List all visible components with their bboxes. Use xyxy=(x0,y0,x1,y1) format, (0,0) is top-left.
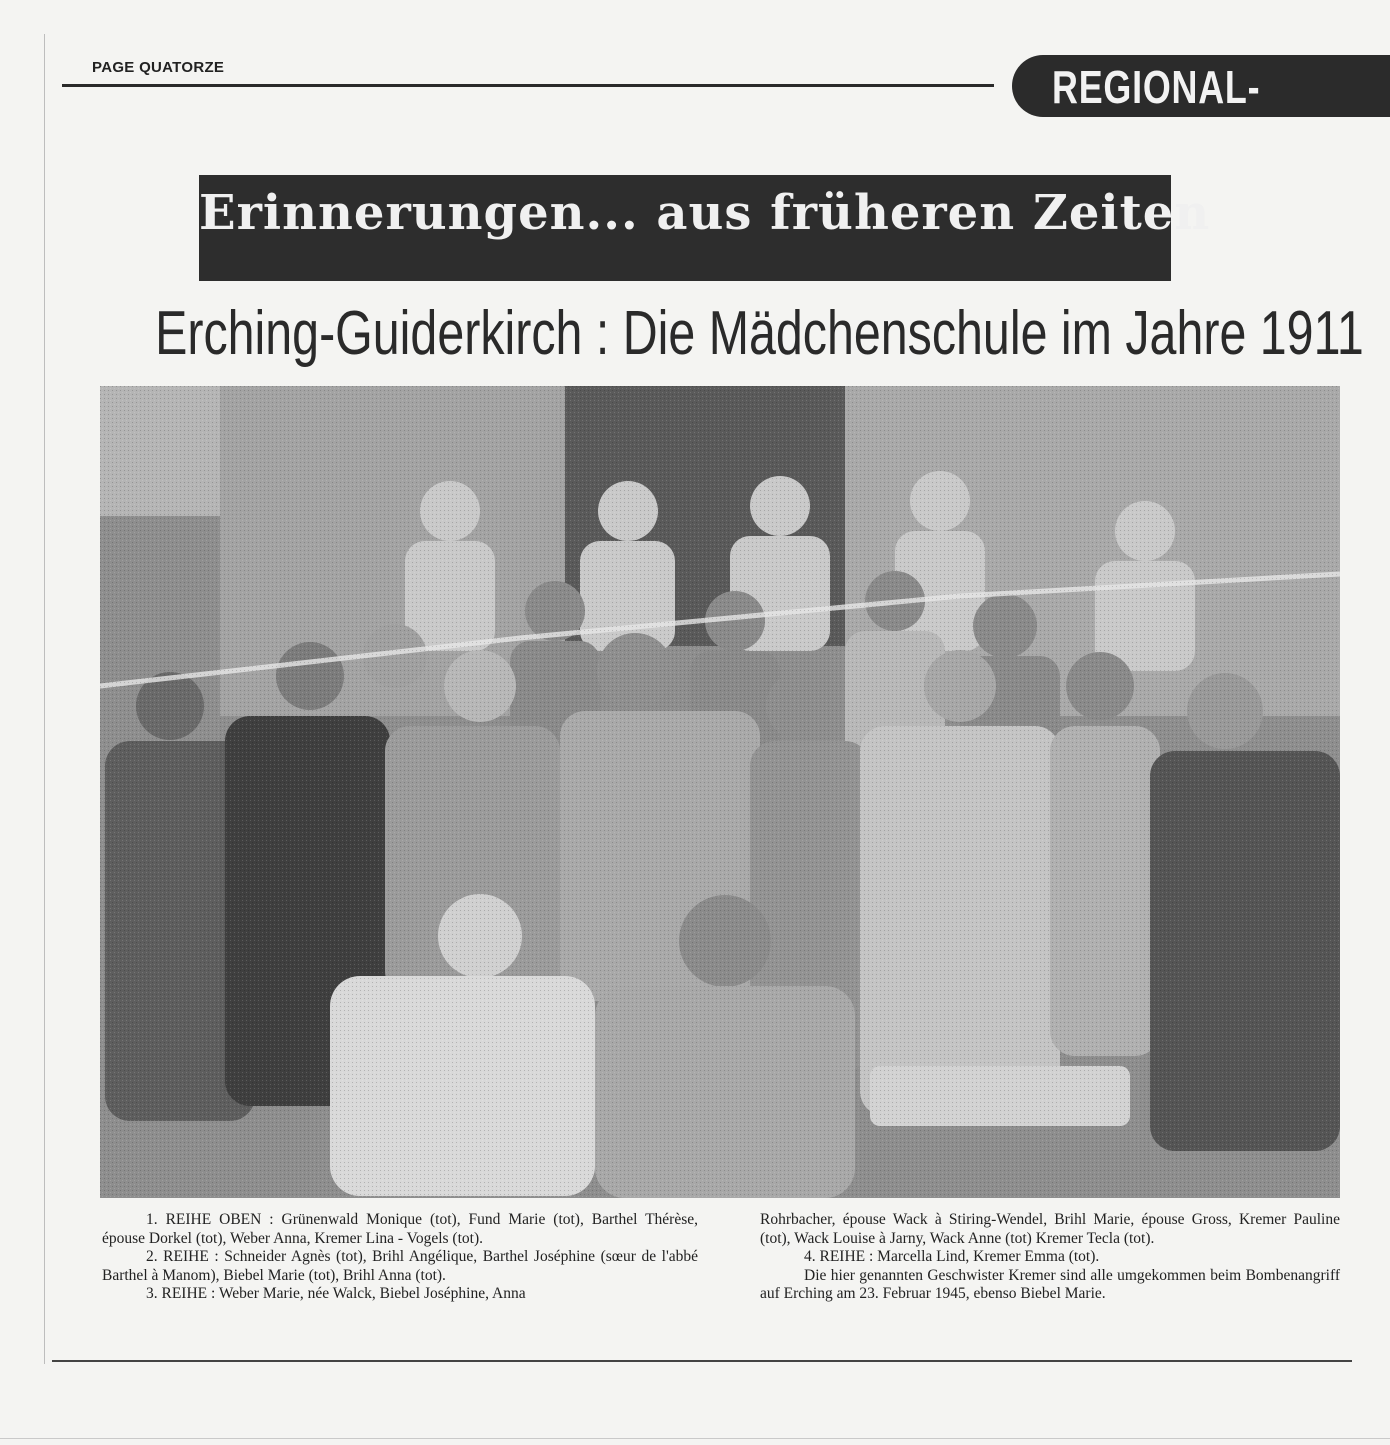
clipping-edge xyxy=(44,34,45,1364)
headline-banner xyxy=(199,175,1211,281)
caption-row-4: 4. REIHE : Marcella Lind, Kremer Emma (tot). xyxy=(804,1248,1100,1266)
scan-edge xyxy=(0,1438,1390,1439)
caption-row-2: 2. REIHE : Schneider Agnès (tot), Brihl Angélique, Barthel Joséphine (sœur de l'abbé Barthel à Manom), Biebel Marie (tot), Brihl Anna (tot). xyxy=(102,1248,698,1284)
header-rule xyxy=(62,84,994,87)
caption-row-3-continued: Rohrbacher, épouse Wack à Stiring-Wendel, Brihl Marie, épouse Gross, Kremer Pauline (tot), Wack Louise à Jarny, Wack Anne (tot) Kremer Tecla (tot). xyxy=(760,1211,1340,1247)
article-title: Erching-Guiderkirch : Die Mädchenschule im Jahre 1911 xyxy=(155,299,1364,368)
caption-column-right xyxy=(760,1211,1340,1304)
section-tag-label: REGIONAL- xyxy=(1052,61,1261,113)
banner-text: Erinnerungen... aus früheren Zeiten xyxy=(199,185,1211,241)
section-tag xyxy=(1012,55,1390,117)
class-photo-image xyxy=(100,386,1340,1198)
caption-row-1: 1. REIHE OBEN : Grünenwald Monique (tot), Fund Marie (tot), Barthel Thérèse, épouse Dorkel (tot), Weber Anna, Kremer Lina - Vogels (tot). xyxy=(102,1211,698,1247)
caption-note: Die hier genannten Geschwister Kremer sind alle umgekommen beim Bombenangriff auf Erching am 23. Februar 1945, ebenso Biebel Marie. xyxy=(760,1266,1340,1303)
page-label: PAGE QUATORZE xyxy=(92,59,225,76)
class-photo xyxy=(100,386,1340,1198)
footer-rule xyxy=(52,1360,1352,1362)
caption-row-3-start: 3. REIHE : Weber Marie, née Walck, Biebel Joséphine, Anna xyxy=(146,1285,526,1303)
caption-column-left xyxy=(102,1211,698,1304)
